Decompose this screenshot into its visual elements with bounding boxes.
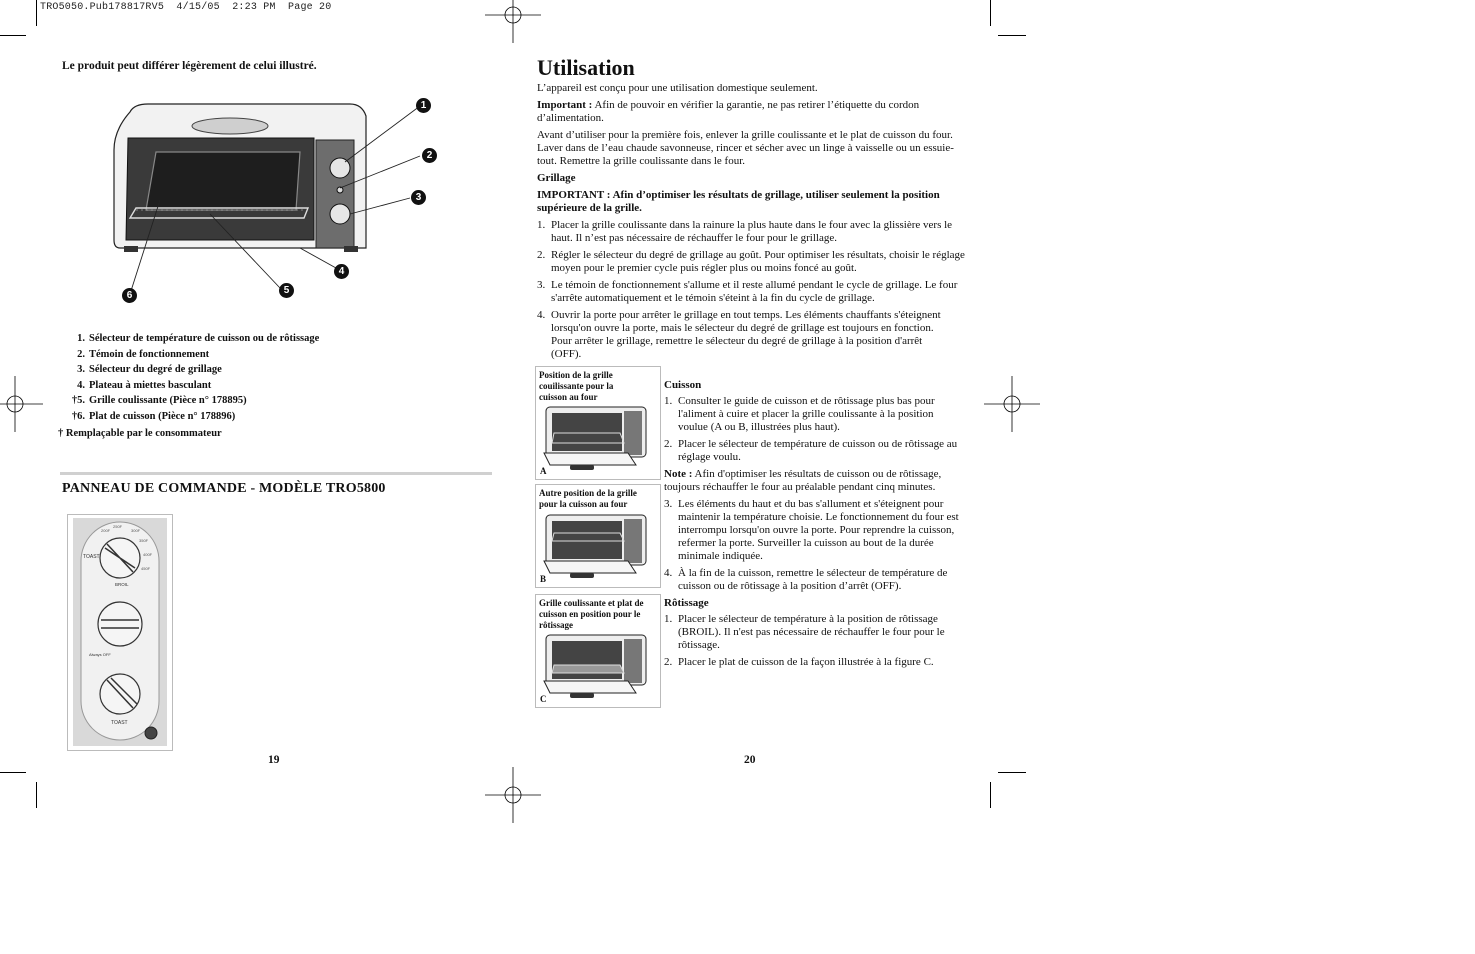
callout-4: 4: [334, 264, 349, 279]
parts-footnote: † Remplaçable par le consommateur: [58, 427, 222, 439]
figure-a: Position de la grille couilissante pour la cuisson au four A: [535, 366, 661, 480]
print-slug: TRO5050.Pub178817RV5 4/15/05 2:23 PM Page 20: [40, 2, 332, 13]
callout-1: 1: [416, 98, 431, 113]
svg-text:200F: 200F: [101, 528, 111, 533]
callout-6: 6: [122, 288, 137, 303]
rotissage-step: 1. Placer le sélecteur de température à la position de rôtissage (BROIL). Il n'est pas nécessaire de réchauffer le four pour le rôtissage.: [664, 613, 945, 651]
callout-2: 2: [422, 148, 437, 163]
cuisson-heading: Cuisson: [664, 379, 702, 391]
parts-list-item: 2. Témoin de fonctionnement: [77, 348, 210, 360]
parts-list: [58, 331, 478, 441]
parts-list-item: 3. Sélecteur du degré de grillage: [77, 364, 222, 376]
parts-list-item: †5. Grille coulissante (Pièce n° 178895): [71, 395, 247, 407]
broil-label: BROIL: [115, 582, 129, 587]
cuisson-step: 2. Placer le sélecteur de température de cuisson ou de rôtissage au réglage voulu.: [664, 438, 958, 463]
intro-block: [537, 82, 967, 365]
cuisson-step: 3. Les éléments du haut et du bas s'allument et s'éteignent pour maintenir la température choisie. Le fonctionnement du four est interrompu lorsqu'on ouvre la porte. Pour reprendre la cuisson, refermer la porte. Surveiller la cuisson au bout de la durée minimale indiquée.: [664, 498, 959, 562]
registration-mark-top: [485, 0, 541, 43]
page-number-left: 19: [268, 754, 280, 766]
svg-text:400F: 400F: [143, 552, 153, 557]
grillage-step: 4. Ouvrir la porte pour arrêter le grillage en tout temps. Les éléments chauffants s'éteignent lorsqu'on ouvre la porte, mais le sélecteur du degré de grillage est toujours en fonction. Pour arrêter le grillage, remettre le sélecteur du degré de grillage à la position d'arrêt (OFF).: [537, 309, 941, 360]
cuisson-block: [664, 379, 966, 673]
grillage-step: 1. Placer la grille coulissante dans la rainure la plus haute dans le four avec la glissière vers le haut. Il n’est pas nécessaire de réchauffer le four pour le grillage.: [537, 219, 953, 244]
figure-b: Autre position de la grille pour la cuisson au four B: [535, 484, 661, 588]
cuisson-note: Note : Afin d'optimiser les résultats de cuisson ou de rôtissage, toujours réchauffer le four au préalable pendant cinq minutes.: [664, 468, 942, 493]
oven-figure-a-drawing: [540, 403, 654, 475]
parts-list-item: 4. Plateau à miettes basculant: [77, 379, 212, 391]
section-divider: [60, 472, 492, 475]
grillage-step: 2. Régler le sélecteur du degré de grillage au goût. Pour optimiser les résultats, choisir le réglage moyen pour le premier cycle puis régler plus ou moins foncé au goût.: [537, 249, 965, 274]
control-panel-illustration: [67, 514, 173, 751]
callout-5: 5: [279, 283, 294, 298]
registration-mark-bottom: [485, 767, 541, 823]
important-note: Important : Afin de pouvoir en vérifier la garantie, ne pas retirer l’étiquette du cordon d’alimentation.: [537, 99, 920, 124]
grillage-heading: Grillage: [537, 172, 576, 184]
svg-text:300F: 300F: [131, 528, 141, 533]
parts-list-item: †6. Plat de cuisson (Pièce n° 178896): [71, 410, 236, 422]
toast-label-bottom: TOAST: [111, 720, 128, 726]
svg-text:450F: 450F: [141, 566, 151, 571]
control-panel-heading: PANNEAU DE COMMANDE - MODÈLE TRO5800: [62, 481, 386, 496]
cuisson-step: 1. Consulter le guide de cuisson et de rôtissage plus bas pour l'aliment à cuire et placer la grille coulissante à la position voulue (A ou B, illustrées plus haut).: [664, 395, 935, 433]
page-number-right: 20: [744, 754, 756, 766]
toaster-oven-illustration: [100, 90, 460, 310]
svg-text:350F: 350F: [139, 538, 149, 543]
intro-text: L’appareil est conçu pour une utilisation domestique seulement.: [537, 82, 818, 94]
cuisson-step: 4. À la fin de la cuisson, remettre le sélecteur de température de cuisson ou de rôtissage à la position d’arrêt (OFF).: [664, 567, 948, 592]
grillage-important: IMPORTANT : Afin d’optimiser les résultats de grillage, utiliser seulement la position supérieure de la grille.: [537, 189, 940, 214]
before-use-text: Avant d’utiliser pour la première fois, enlever la grille coulissante et le plat de cuisson du four. Laver dans de l’eau chaude savonneuse, rincer et sécher avec un linge à vaisselle ou un essuie-tout. Remettre la grille coulissante dans le four.: [537, 129, 954, 167]
parts-list-item: 1. Sélecteur de température de cuisson ou de rôtissage: [77, 333, 320, 344]
registration-mark-left: [0, 376, 43, 432]
figure-c: Grille coulissante et plat de cuisson en position pour le rôtissage C: [535, 594, 661, 708]
oven-figure-b-drawing: [540, 511, 654, 583]
product-note: Le produit peut différer légèrement de celui illustré.: [62, 60, 317, 72]
grillage-step: 3. Le témoin de fonctionnement s'allume et il reste allumé pendant le cycle de grillage. Le four s'arrête automatiquement et le témoin s'éteint à la fin du cycle de grillage.: [537, 279, 958, 304]
page-title: Utilisation: [537, 55, 635, 80]
rotissage-step: 2. Placer le plat de cuisson de la façon illustrée à la figure C.: [664, 656, 934, 668]
rotissage-heading: Rôtissage: [664, 597, 709, 609]
toast-label-top: TOAST: [83, 554, 100, 560]
callout-3: 3: [411, 190, 426, 205]
oven-figure-c-drawing: [540, 631, 654, 703]
always-off-label: Always OFF: [89, 652, 111, 657]
svg-text:250F: 250F: [113, 524, 123, 529]
registration-mark-right: [984, 376, 1040, 432]
